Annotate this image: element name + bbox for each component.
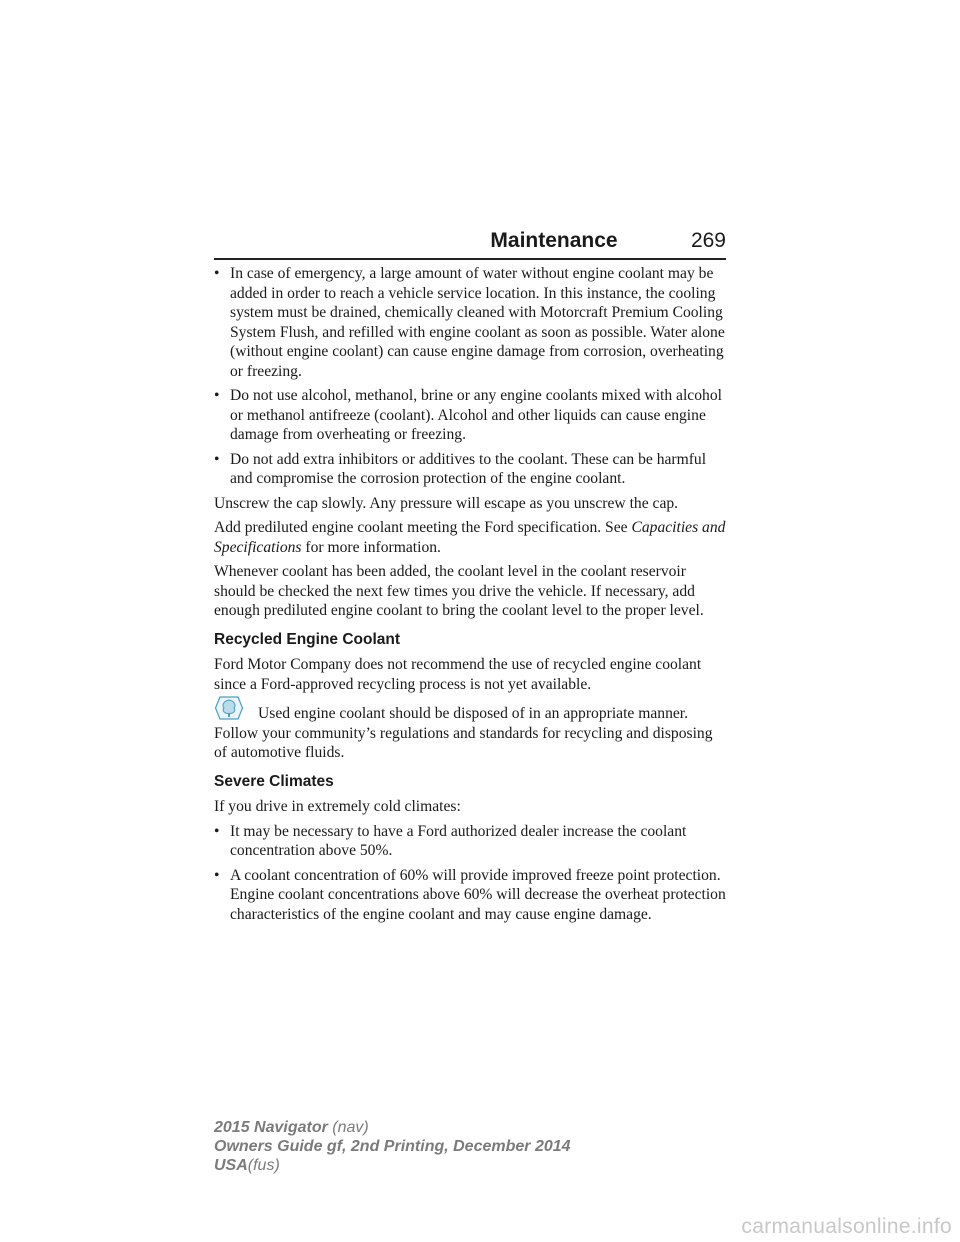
capacities-link[interactable]: Capacities and Specifications [214,519,726,556]
footer-model-line [214,1118,571,1137]
bullet-icon: • [214,822,220,840]
unscrew-paragraph: Unscrew the cap slowly. Any pressure will escape as you unscrew the cap. [214,494,679,512]
recycled-paragraph: Ford Motor Company does not recommend the use of recycled engine coolant since a Ford-approved recycling process is not yet available. [214,656,702,693]
footer-region-line [214,1156,571,1175]
bullet-text: Do not add extra inhibitors or additives to the coolant. These can be harmful and compromise the corrosion protection of the engine coolant. [230,450,707,487]
list-item [214,866,726,925]
list-item [214,264,726,381]
bullet-text: A coolant concentration of 60% will provide improved freeze point protection. Engine coolant concentrations above 60% will decrease the overheat protection characteristics of the engine coolant and may cause engine damage. [230,866,726,923]
page-content [214,264,726,929]
footer-region: USA [214,1157,248,1174]
recycled-heading: Recycled Engine Coolant [214,630,401,648]
watermark: carmanualsonline.info [741,1215,952,1238]
page-footer [214,1118,571,1175]
bullet-icon: • [214,387,220,404]
add-coolant-suffix: for more information. [305,538,441,556]
footer-region-code: (fus) [247,1157,280,1174]
add-coolant-paragraph [214,518,726,557]
add-coolant-text: Add prediluted engine coolant meeting the Ford specification. See [214,519,628,536]
environment-note-text: Used engine coolant should be disposed of in an appropriate manner. Follow your community’s regulations and standards for recycling and disposing of automotive fluids. [214,705,713,761]
list-item [214,450,726,489]
severe-heading: Severe Climates [214,772,334,790]
footer-guide: Owners Guide gf, 2nd Printing, December 2014 [214,1138,571,1155]
list-item [214,822,726,861]
page-header [214,228,726,260]
environment-tree-icon [214,695,244,721]
severe-intro: If you drive in extremely cold climates: [214,798,461,815]
bullet-icon: • [214,450,220,468]
bullet-text: In case of emergency, a large amount of water without engine coolant may be added in order to reach a vehicle service location. In this instance, the cooling system must be drained, chemically cleaned with Motorcraft Premium Cooling System Flush, and refilled with engine coolant as soon as possible. Water alone (without engine coolant) can cause engine damage from corrosion, overheating or freezing. [230,265,725,380]
page-number: 269 [690,229,726,252]
whenever-paragraph: Whenever coolant has been added, the coolant level in the coolant reservoir should be checked the next few times you drive the vehicle. If necessary, add enough prediluted engine coolant to bring the coolant level to the proper level. [214,563,704,619]
list-item [214,386,726,445]
environment-note [214,704,726,763]
section-title: Maintenance [490,229,618,252]
footer-model-code: (nav) [332,1119,369,1136]
footer-model: 2015 Navigator [214,1119,328,1136]
footer-guide-line [214,1137,571,1156]
bullet-text: It may be necessary to have a Ford authorized dealer increase the coolant concentration above 50%. [230,822,687,859]
bullet-icon: • [214,866,220,884]
bullet-text: Do not use alcohol, methanol, brine or any engine coolants mixed with alcohol or methanol antifreeze (coolant). Alcohol and other liquids can cause engine damage from overheating or freezing. [230,387,722,443]
bullet-icon: • [214,265,220,282]
